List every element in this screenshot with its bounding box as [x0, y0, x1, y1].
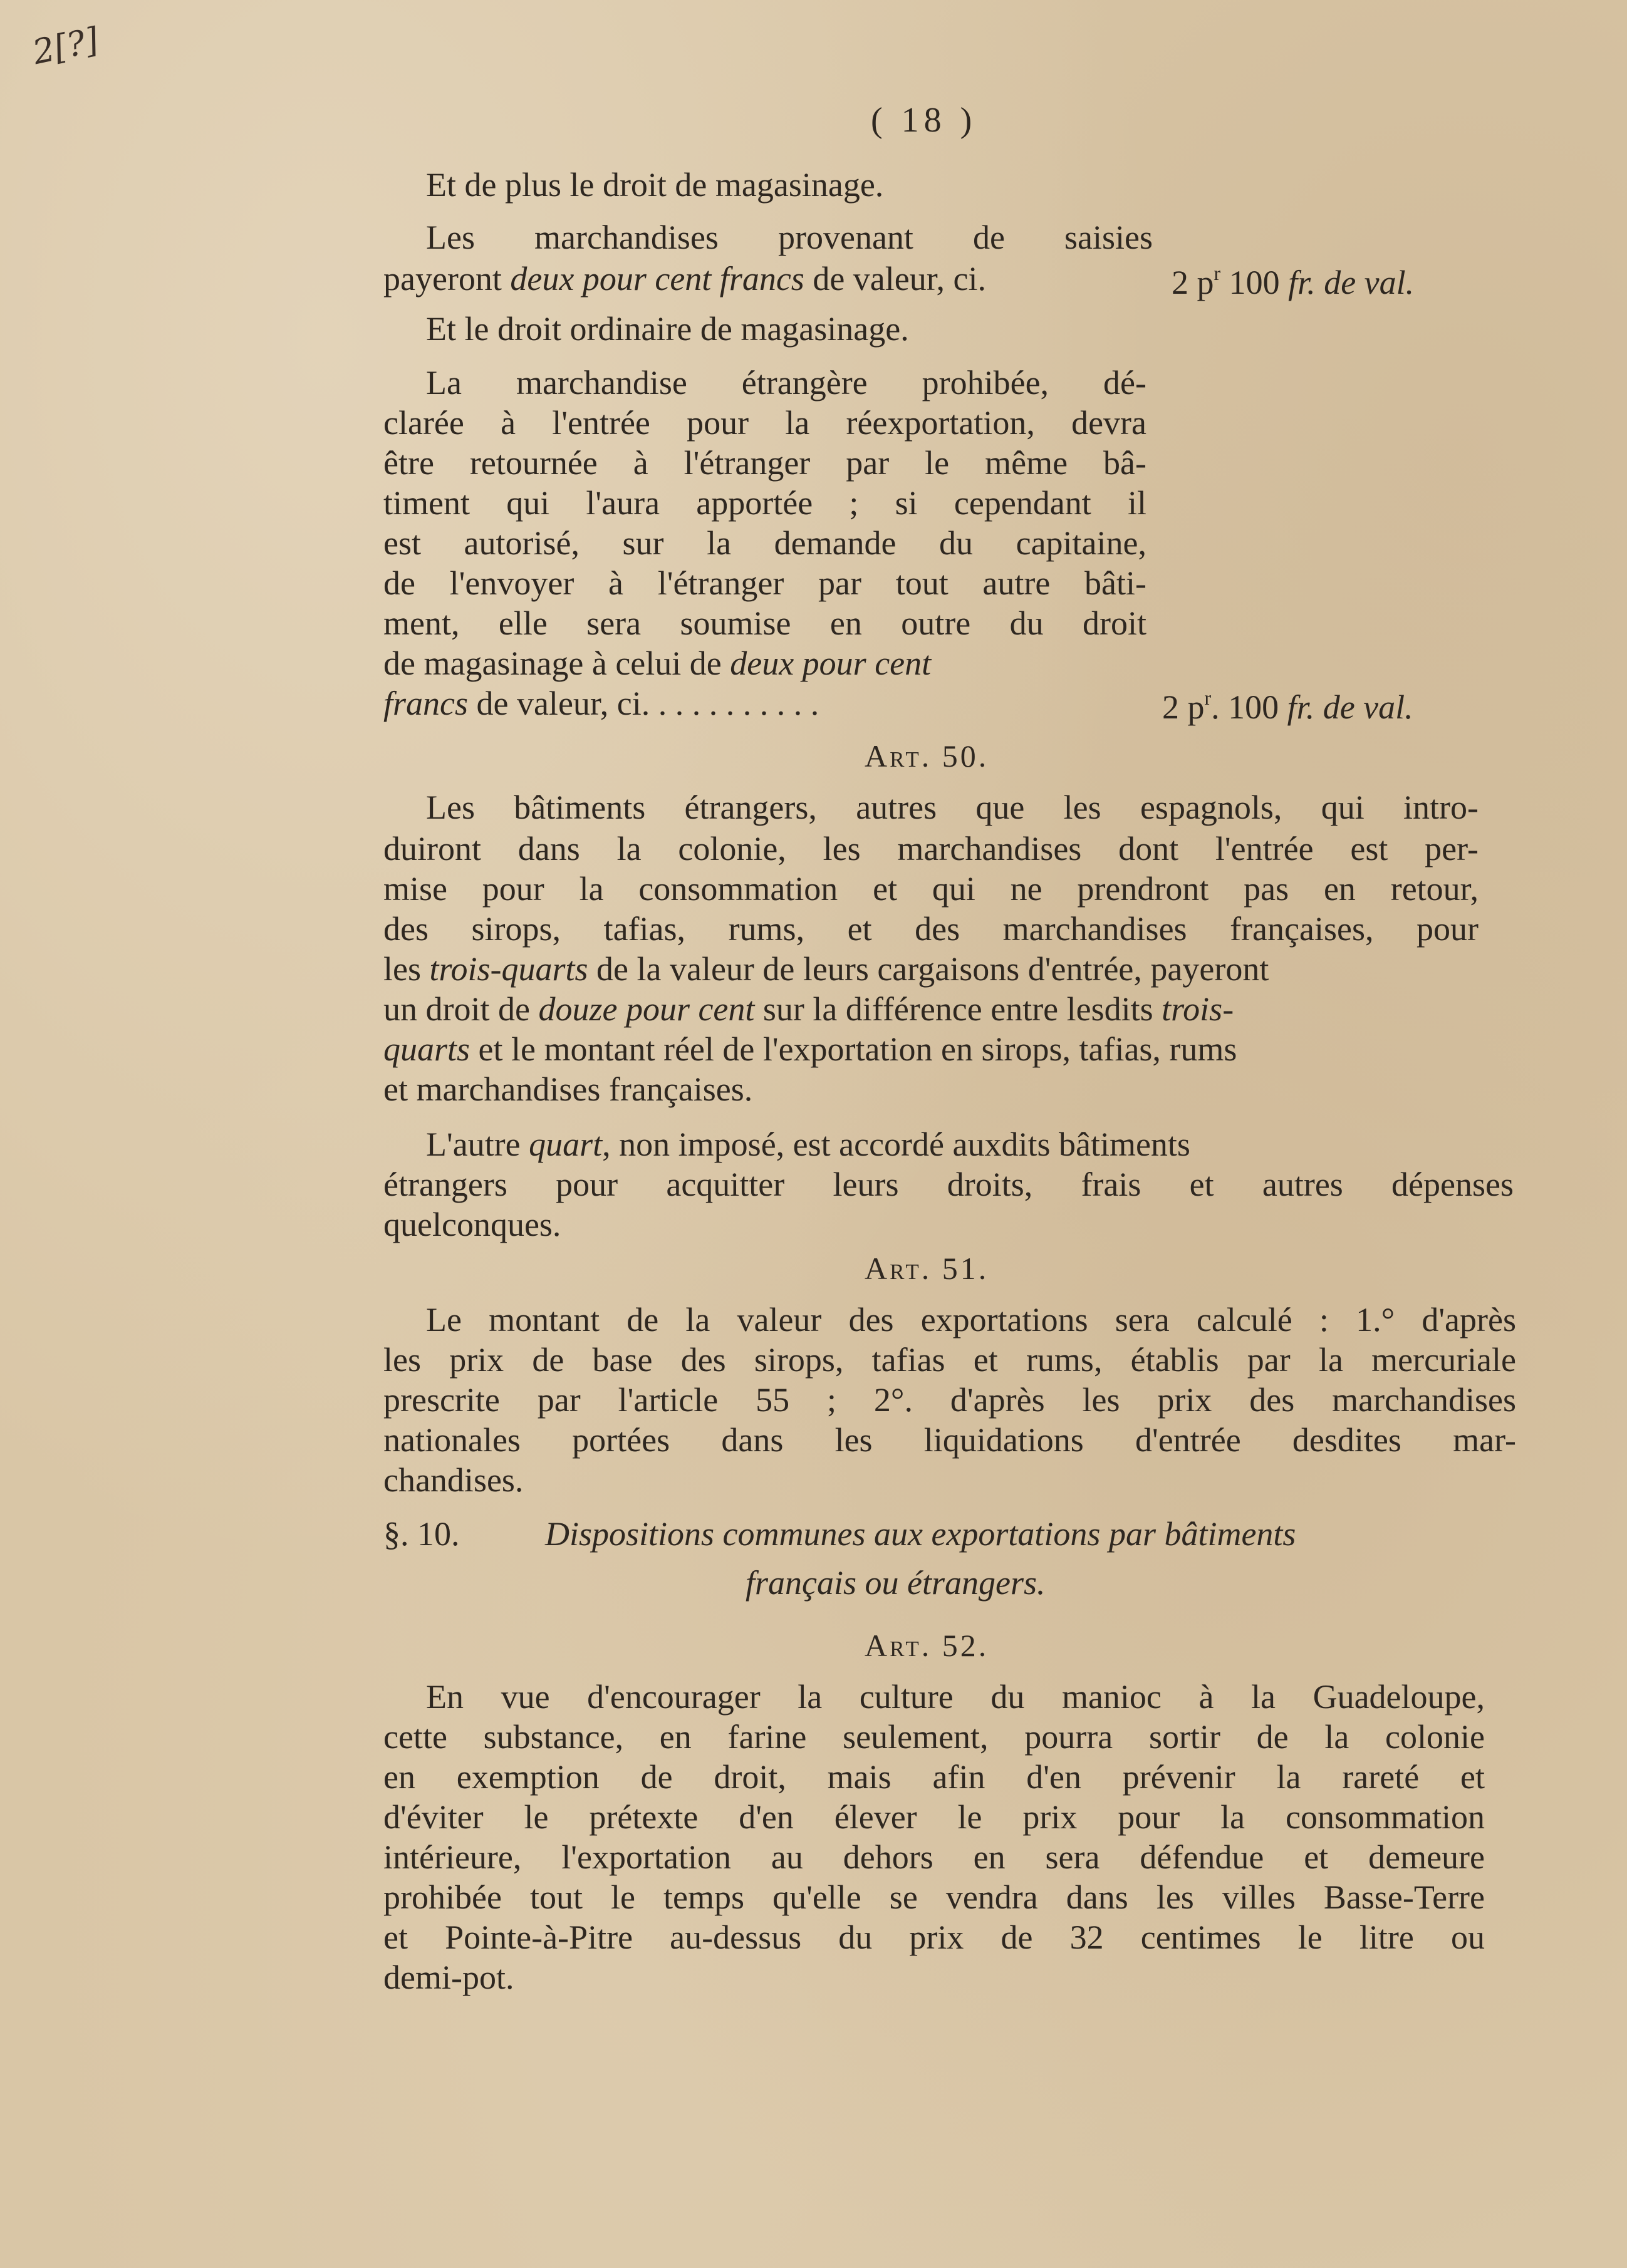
- text-segment: sur la différence entre lesdits: [754, 990, 1162, 1028]
- text-line: [383, 646, 931, 680]
- text-line: les prix de base des sirops, tafias et rums, établis par la mercuriale: [383, 1341, 1516, 1379]
- section-title-continued: français ou étrangers.: [746, 1564, 1046, 1602]
- text-segment: de la valeur de leurs cargaisons d'entrée, payeront: [588, 950, 1269, 988]
- margin-italic: fr. de val.: [1288, 264, 1415, 301]
- article-heading: Art. 51.: [865, 1251, 989, 1286]
- text-line: chandises.: [383, 1461, 524, 1499]
- margin-sup: r: [1204, 686, 1212, 709]
- italic-text: trois-quarts: [429, 950, 588, 988]
- section-number: §. 10.: [383, 1515, 460, 1553]
- text-segment: payeront: [383, 260, 511, 298]
- margin-text: 2 p: [1172, 264, 1214, 301]
- text-line: des sirops, tafias, rums, et des marchandises françaises, pour: [383, 910, 1479, 948]
- margin-text: 2 p: [1162, 688, 1205, 726]
- text-line: et Pointe-à-Pitre au-dessus du prix de 32 centimes le litre ou: [383, 1918, 1485, 1956]
- text-segment: de valeur, ci.: [804, 260, 987, 298]
- italic-text: deux pour cent: [730, 645, 932, 682]
- italic-text: deux pour cent francs: [510, 260, 804, 298]
- margin-text: . 100: [1211, 688, 1287, 726]
- text-line: Les bâtiments étrangers, autres que les espagnols, qui intro-: [426, 789, 1479, 826]
- text-line: cette substance, en farine seulement, pourra sortir de la colonie: [383, 1718, 1485, 1756]
- text-line: [383, 686, 819, 720]
- text-segment: et le montant réel de l'exportation en sirops, tafias, rums: [470, 1030, 1237, 1068]
- margin-duty-note: [1162, 686, 1413, 727]
- italic-text: quart: [529, 1126, 603, 1163]
- margin-sup: r: [1214, 262, 1221, 284]
- margin-italic: fr. de val.: [1287, 688, 1413, 726]
- italic-text: francs: [383, 685, 468, 722]
- text-line: En vue d'encourager la culture du manioc à la Guadeloupe,: [426, 1678, 1485, 1716]
- handwritten-mark: 2[?]: [29, 19, 102, 73]
- margin-text: 100: [1220, 264, 1289, 301]
- text-line: duiront dans la colonie, les marchandises dont l'entrée est per-: [383, 830, 1479, 867]
- text-line: La marchandise étrangère prohibée, dé-: [426, 364, 1146, 401]
- text-line: de l'envoyer à l'étranger par tout autre bâti-: [383, 564, 1146, 602]
- italic-text: douze pour cent: [538, 990, 755, 1028]
- text-line: intérieure, l'exportation au dehors en sera défendue et demeure: [383, 1838, 1485, 1876]
- text-line: [383, 992, 1234, 1026]
- text-line: d'éviter le prétexte d'en élever le prix pour la consommation: [383, 1798, 1485, 1836]
- text-line: demi-pot.: [383, 1959, 514, 1996]
- text-segment: , non imposé, est accordé auxdits bâtiments: [602, 1126, 1190, 1163]
- section-title: Dispositions communes aux exportations par bâtiments: [545, 1515, 1296, 1553]
- text-line: étrangers pour acquitter leurs droits, frais et autres dépenses: [383, 1166, 1514, 1203]
- text-line: Le montant de la valeur des exportations sera calculé : 1.° d'après: [426, 1301, 1516, 1339]
- text-line: Et le droit ordinaire de magasinage.: [426, 310, 909, 348]
- text-line: ment, elle sera soumise en outre du droit: [383, 604, 1146, 642]
- text-line: clarée à l'entrée pour la réexportation, devra: [383, 404, 1146, 442]
- text-line: [383, 262, 986, 296]
- italic-text: quarts: [383, 1030, 470, 1068]
- article-heading: Art. 52.: [865, 1628, 989, 1663]
- margin-duty-note: [1172, 262, 1414, 302]
- text-segment: un droit de: [383, 990, 539, 1028]
- text-line: en exemption de droit, mais afin d'en prévenir la rareté et: [383, 1758, 1485, 1796]
- text-line: prohibée tout le temps qu'elle se vendra dans les villes Basse-Terre: [383, 1878, 1485, 1916]
- text-segment: de valeur, ci. . . . . . . . . . .: [468, 685, 819, 722]
- text-line: quelconques.: [383, 1206, 561, 1243]
- text-line: nationales portées dans les liquidations d'entrée desdites mar-: [383, 1421, 1516, 1459]
- text-line: Les marchandises provenant de saisies: [426, 219, 1153, 256]
- text-segment: les: [383, 950, 430, 988]
- text-segment: L'autre: [426, 1126, 529, 1163]
- text-line: est autorisé, sur la demande du capitaine,: [383, 524, 1146, 562]
- text-line: mise pour la consommation et qui ne prendront pas en retour,: [383, 870, 1479, 908]
- italic-text: trois-: [1162, 990, 1234, 1028]
- text-line: timent qui l'aura apportée ; si cependant il: [383, 484, 1146, 522]
- text-line: [383, 952, 1269, 986]
- text-line: et marchandises françaises.: [383, 1070, 753, 1108]
- text-line: Et de plus le droit de magasinage.: [426, 166, 884, 204]
- text-line: [426, 1127, 1190, 1161]
- page-number: ( 18 ): [871, 101, 977, 140]
- article-heading: Art. 50.: [865, 738, 989, 774]
- text-line: être retournée à l'étranger par le même bâ-: [383, 444, 1146, 482]
- text-line: [383, 1032, 1237, 1066]
- text-line: prescrite par l'article 55 ; 2°. d'après les prix des marchandises: [383, 1381, 1516, 1419]
- text-segment: de magasinage à celui de: [383, 645, 730, 682]
